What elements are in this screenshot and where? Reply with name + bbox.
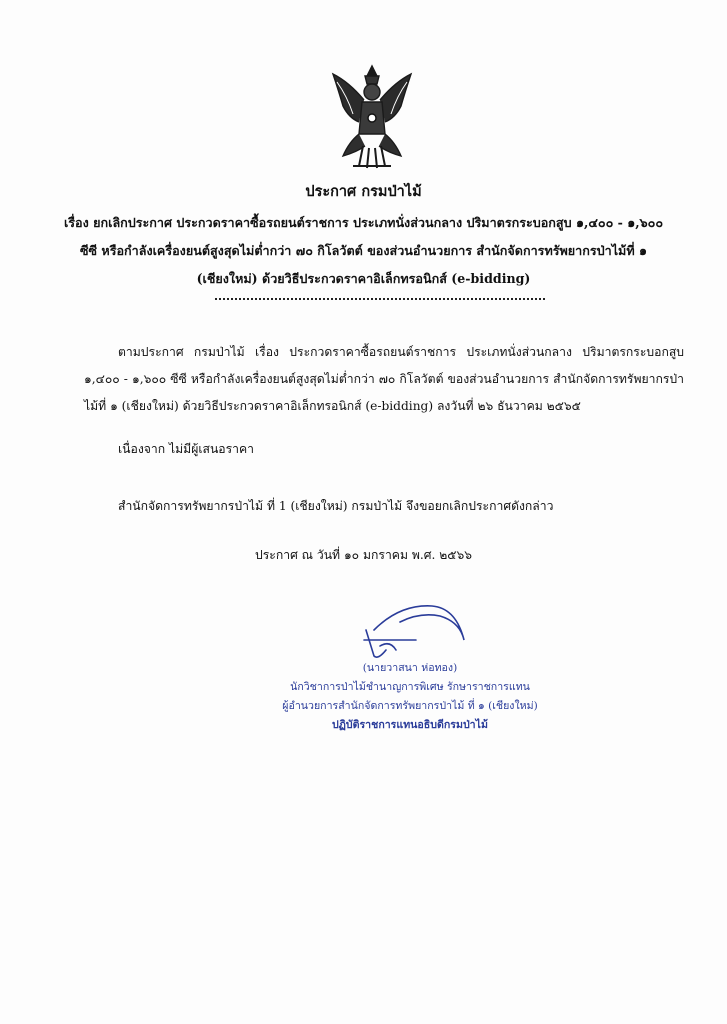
garuda-emblem-icon — [329, 62, 415, 174]
paragraph-cancellation: สำนักจัดการทรัพยากรป่าไม้ ที่ 1 (เชียงใหม่) กรมป่าไม้ จึงขอยกเลิกประกาศดังกล่าว — [118, 499, 554, 513]
signatory-block — [280, 659, 540, 735]
signatory-position-2: ผู้อำนวยการสำนักจัดการทรัพยากรป่าไม้ ที่ ๑ (เชียงใหม่) — [282, 700, 538, 712]
subject — [60, 209, 667, 293]
subject-line-3: (เชียงใหม่) ด้วยวิธีประกวดราคาอิเล็กทรอนิกส์ (e-bidding) — [196, 271, 531, 286]
signatory-name: (นายวาสนา ห่อทอง) — [362, 662, 458, 674]
handwritten-signature-icon — [360, 600, 470, 664]
paragraph-reason: เนื่องจาก ไม่มีผู้เสนอราคา — [118, 442, 254, 456]
subject-line-2: ซีซี หรือกำลังเครื่องยนต์สูงสุดไม่ต่ำกว่า ๗๐ กิโลวัตต์ ของส่วนอำนวยการ สำนักจัดการทรัพยากรป่าไม้ที่ ๑ — [79, 243, 648, 258]
subject-line-1: เรื่อง ยกเลิกประกาศ ประกวดราคาซื้อรถยนต์ราชการ ประเภทนั่งส่วนกลาง ปริมาตรกระบอกสูบ ๑,๔๐๐ - ๑,๖๐๐ — [63, 215, 664, 230]
signatory-position-1: นักวิชาการป่าไม้ชำนาญการพิเศษ รักษาราชการแทน — [290, 681, 530, 693]
dotted-divider — [215, 296, 545, 300]
signatory-position-3: ปฏิบัติราชการแทนอธิบดีกรมป่าไม้ — [332, 719, 488, 731]
announcement-date: ประกาศ ณ วันที่ ๑๐ มกราคม พ.ศ. ๒๕๖๖ — [255, 548, 472, 562]
page-title: ประกาศ กรมป่าไม้ — [305, 183, 422, 200]
paragraph-reference: ตามประกาศ กรมป่าไม้ เรื่อง ประกวดราคาซื้อรถยนต์ราชการ ประเภทนั่งส่วนกลาง ปริมาตรกระบอกสูบ ๑,๔๐๐ - ๑,๖๐๐ ซีซี หรือกำลังเครื่องยนต์สูงสุดไม่ต่ำกว่า ๗๐ กิโลวัตต์ ของส่วนอำนวยการ สำนักจัดการทรัพยากรป่าไม้ที่ ๑ (เชียงใหม่) ด้วยวิธีประกวดราคาอิเล็กทรอนิกส์ (e-bidding) ลงวันที่ ๒๖ ธันวาคม ๒๕๖๕ — [84, 345, 684, 413]
